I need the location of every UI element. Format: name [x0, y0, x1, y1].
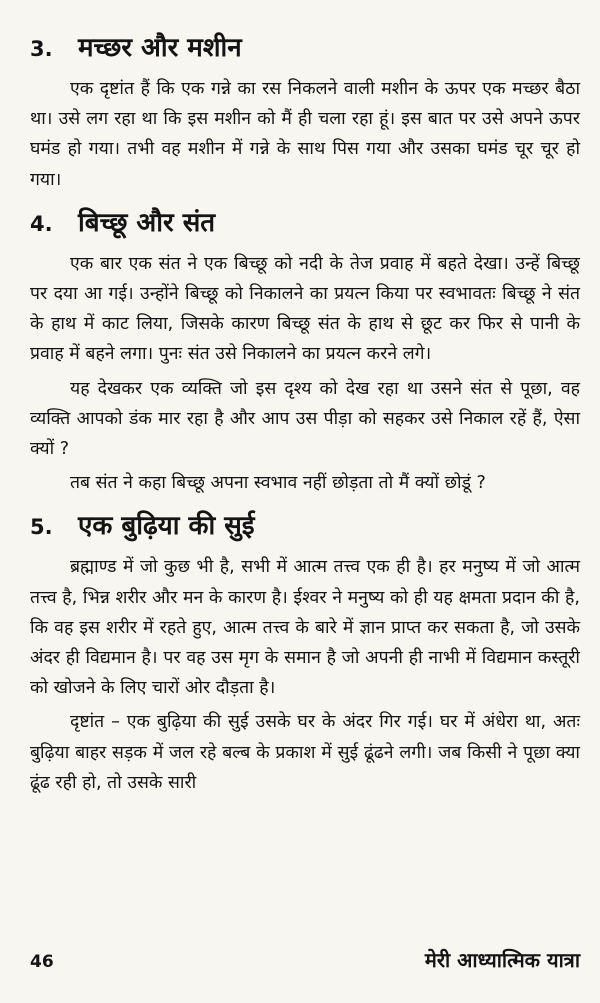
section-title: मच्छर और मशीन: [78, 33, 242, 63]
section-title: बिच्छू और संत: [78, 207, 216, 238]
section-heading: [30, 28, 580, 64]
section-4: [30, 203, 580, 499]
paragraph: दृष्टांत – एक बुढ़िया की सुई उसके घर के अंदर गिर गई। घर में अंधेरा था, अतः बुढ़िया बाहर सड़क में जल रहे बल्ब के प्रकाश में सुई ढूंढने लगी। जब किसी ने पूछा क्या ढूंढ रही हो, तो उसके सारी: [30, 712, 580, 793]
paragraph: तब संत ने कहा बिच्छू अपना स्वभाव नहीं छोड़ता तो मैं क्यों छोडूं ?: [70, 473, 486, 494]
section-heading: [30, 203, 580, 239]
section-3: [30, 28, 580, 195]
paragraph: एक बार एक संत ने एक बिच्छू को नदी के तेज प्रवाह में बहते देखा। उन्हें बिच्छू पर दया आ गई। उन्होंने बिच्छू को निकालने का प्रयत्न किया पर स्वभावतः बिच्छू ने संत के हाथ में काट लिया, जिसके कारण बिच्छू संत के हाथ से छूट कर फिर से पानी के प्रवाह में बहने लगा। पुनः संत उसे निकालने का प्रयत्न करने लगे।: [30, 253, 580, 365]
running-title: मेरी आध्यात्मिक यात्रा: [424, 948, 580, 972]
paragraph: एक दृष्टांत हैं कि एक गन्ने का रस निकलने वाली मशीन के ऊपर एक मच्छर बैठा था। उसे लग रहा था कि इस मशीन को मैं ही चला रहा हूं। इस बात पर उसे अपने ऊपर घमंड हो गया। तभी वह मशीन में गन्ने के साथ पिस गया और उसका घमंड चूर चूर हो गया।: [30, 79, 580, 190]
page-number: 46: [30, 952, 54, 972]
section-number: 4.: [30, 211, 53, 236]
paragraph: यह देखकर एक व्यक्ति जो इस दृश्य को देख रहा था उसने संत से पूछा, वह व्यक्ति आपको डंक मार रहा है और आप उस पीड़ा को सहकर उसे निकाल रहें हैं, ऐसा क्यों ?: [30, 378, 580, 460]
section-number: 5.: [30, 515, 53, 540]
paragraph: ब्रह्माण्ड में जो कुछ भी है, सभी में आत्म तत्त्व एक ही है। हर मनुष्य में जो आत्म तत्त्व है, भिन्न शरीर और मन के कारण है। ईश्वर ने मनुष्य को ही यह क्षमता प्रदान की है, कि वह इस शरीर में रहते हुए, आत्म तत्त्व के बारे में ज्ञान प्राप्त कर सकता है, जो उसके अंदर ही विद्यमान है। पर वह उस मृग के समान है जो अपनी ही नाभी में विद्यमान कस्तूरी को खोजने के लिए चारों ओर दौड़ता है।: [30, 557, 580, 699]
section-number: 3.: [30, 37, 53, 61]
section-heading: [30, 506, 580, 542]
section-5: [30, 506, 580, 798]
section-title: एक बुढ़िया की सुई: [78, 511, 255, 542]
page-footer: [30, 946, 580, 973]
